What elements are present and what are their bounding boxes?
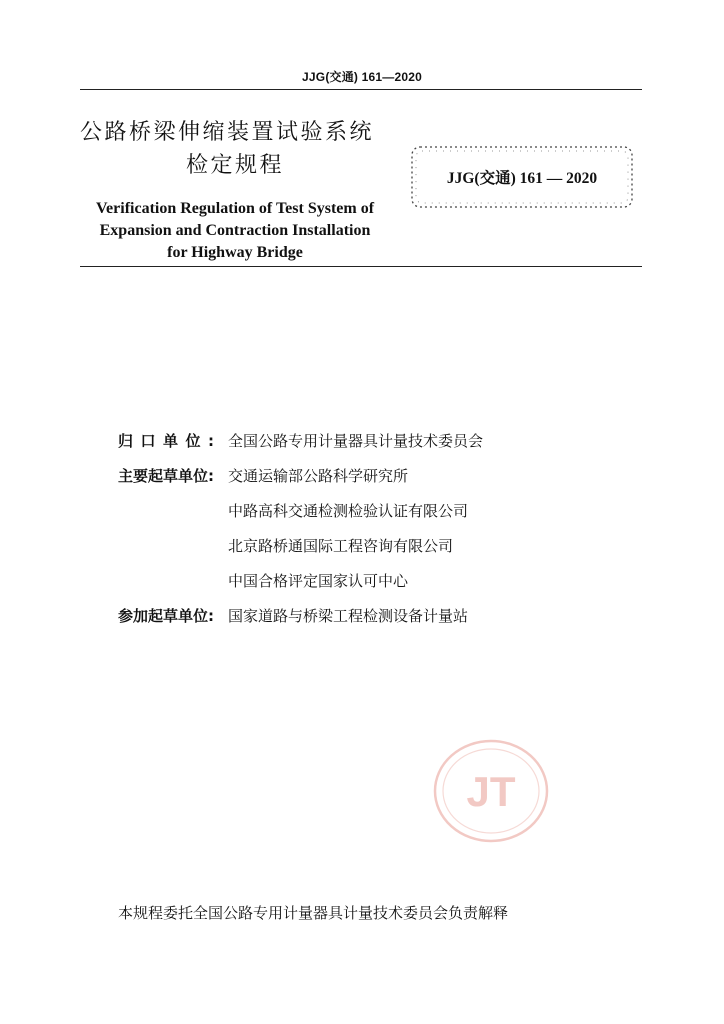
standard-code-text: JJG(交通) 161 — 2020 xyxy=(446,170,598,187)
header-standard-code: JJG(交通) 161—2020 xyxy=(302,70,422,84)
title-english-line-1: Verification Regulation of Test System of xyxy=(95,200,375,217)
drafting-unit-row xyxy=(228,500,468,521)
drafting-unit-value: 中国合格评定国家认可中心 xyxy=(228,572,409,590)
drafting-unit-row xyxy=(228,535,453,556)
responsible-unit-label: 归口单位: xyxy=(118,432,222,450)
participating-unit-label: 参加起草单位: xyxy=(118,607,214,625)
title-english-line-2: Expansion and Contraction Installation xyxy=(99,222,371,239)
jt-seal-watermark xyxy=(432,738,550,844)
participating-unit-row xyxy=(118,605,468,626)
title-english-line-3: for Highway Bridge xyxy=(167,244,303,261)
participating-unit-value: 国家道路与桥梁工程检测设备计量站 xyxy=(228,607,469,625)
title-english xyxy=(80,198,390,264)
svg-text:JT: JT xyxy=(466,768,516,815)
drafting-unit-label: 主要起草单位: xyxy=(118,467,214,485)
drafting-unit-value: 交通运输部公路科学研究所 xyxy=(228,467,409,485)
header-rule xyxy=(80,89,642,90)
drafting-unit-value: 北京路桥通国际工程咨询有限公司 xyxy=(228,537,454,555)
jt-seal-icon xyxy=(432,738,550,844)
title-chinese-line-1: 公路桥梁伸缩装置试验系统 xyxy=(80,120,375,145)
drafting-unit-row xyxy=(118,465,408,486)
responsible-unit-value: 全国公路专用计量器具计量技术委员会 xyxy=(228,432,484,450)
drafting-unit-row xyxy=(228,570,408,591)
title-chinese-line-2: 检定规程 xyxy=(186,153,285,178)
title-rule xyxy=(80,266,642,267)
drafting-unit-value: 中路高科交通检测检验认证有限公司 xyxy=(228,502,469,520)
responsible-unit-row xyxy=(118,430,483,451)
standard-code-box xyxy=(408,143,636,211)
footer-interpretation-note: 本规程委托全国公路专用计量器具计量技术委员会负责解释 xyxy=(118,904,509,922)
